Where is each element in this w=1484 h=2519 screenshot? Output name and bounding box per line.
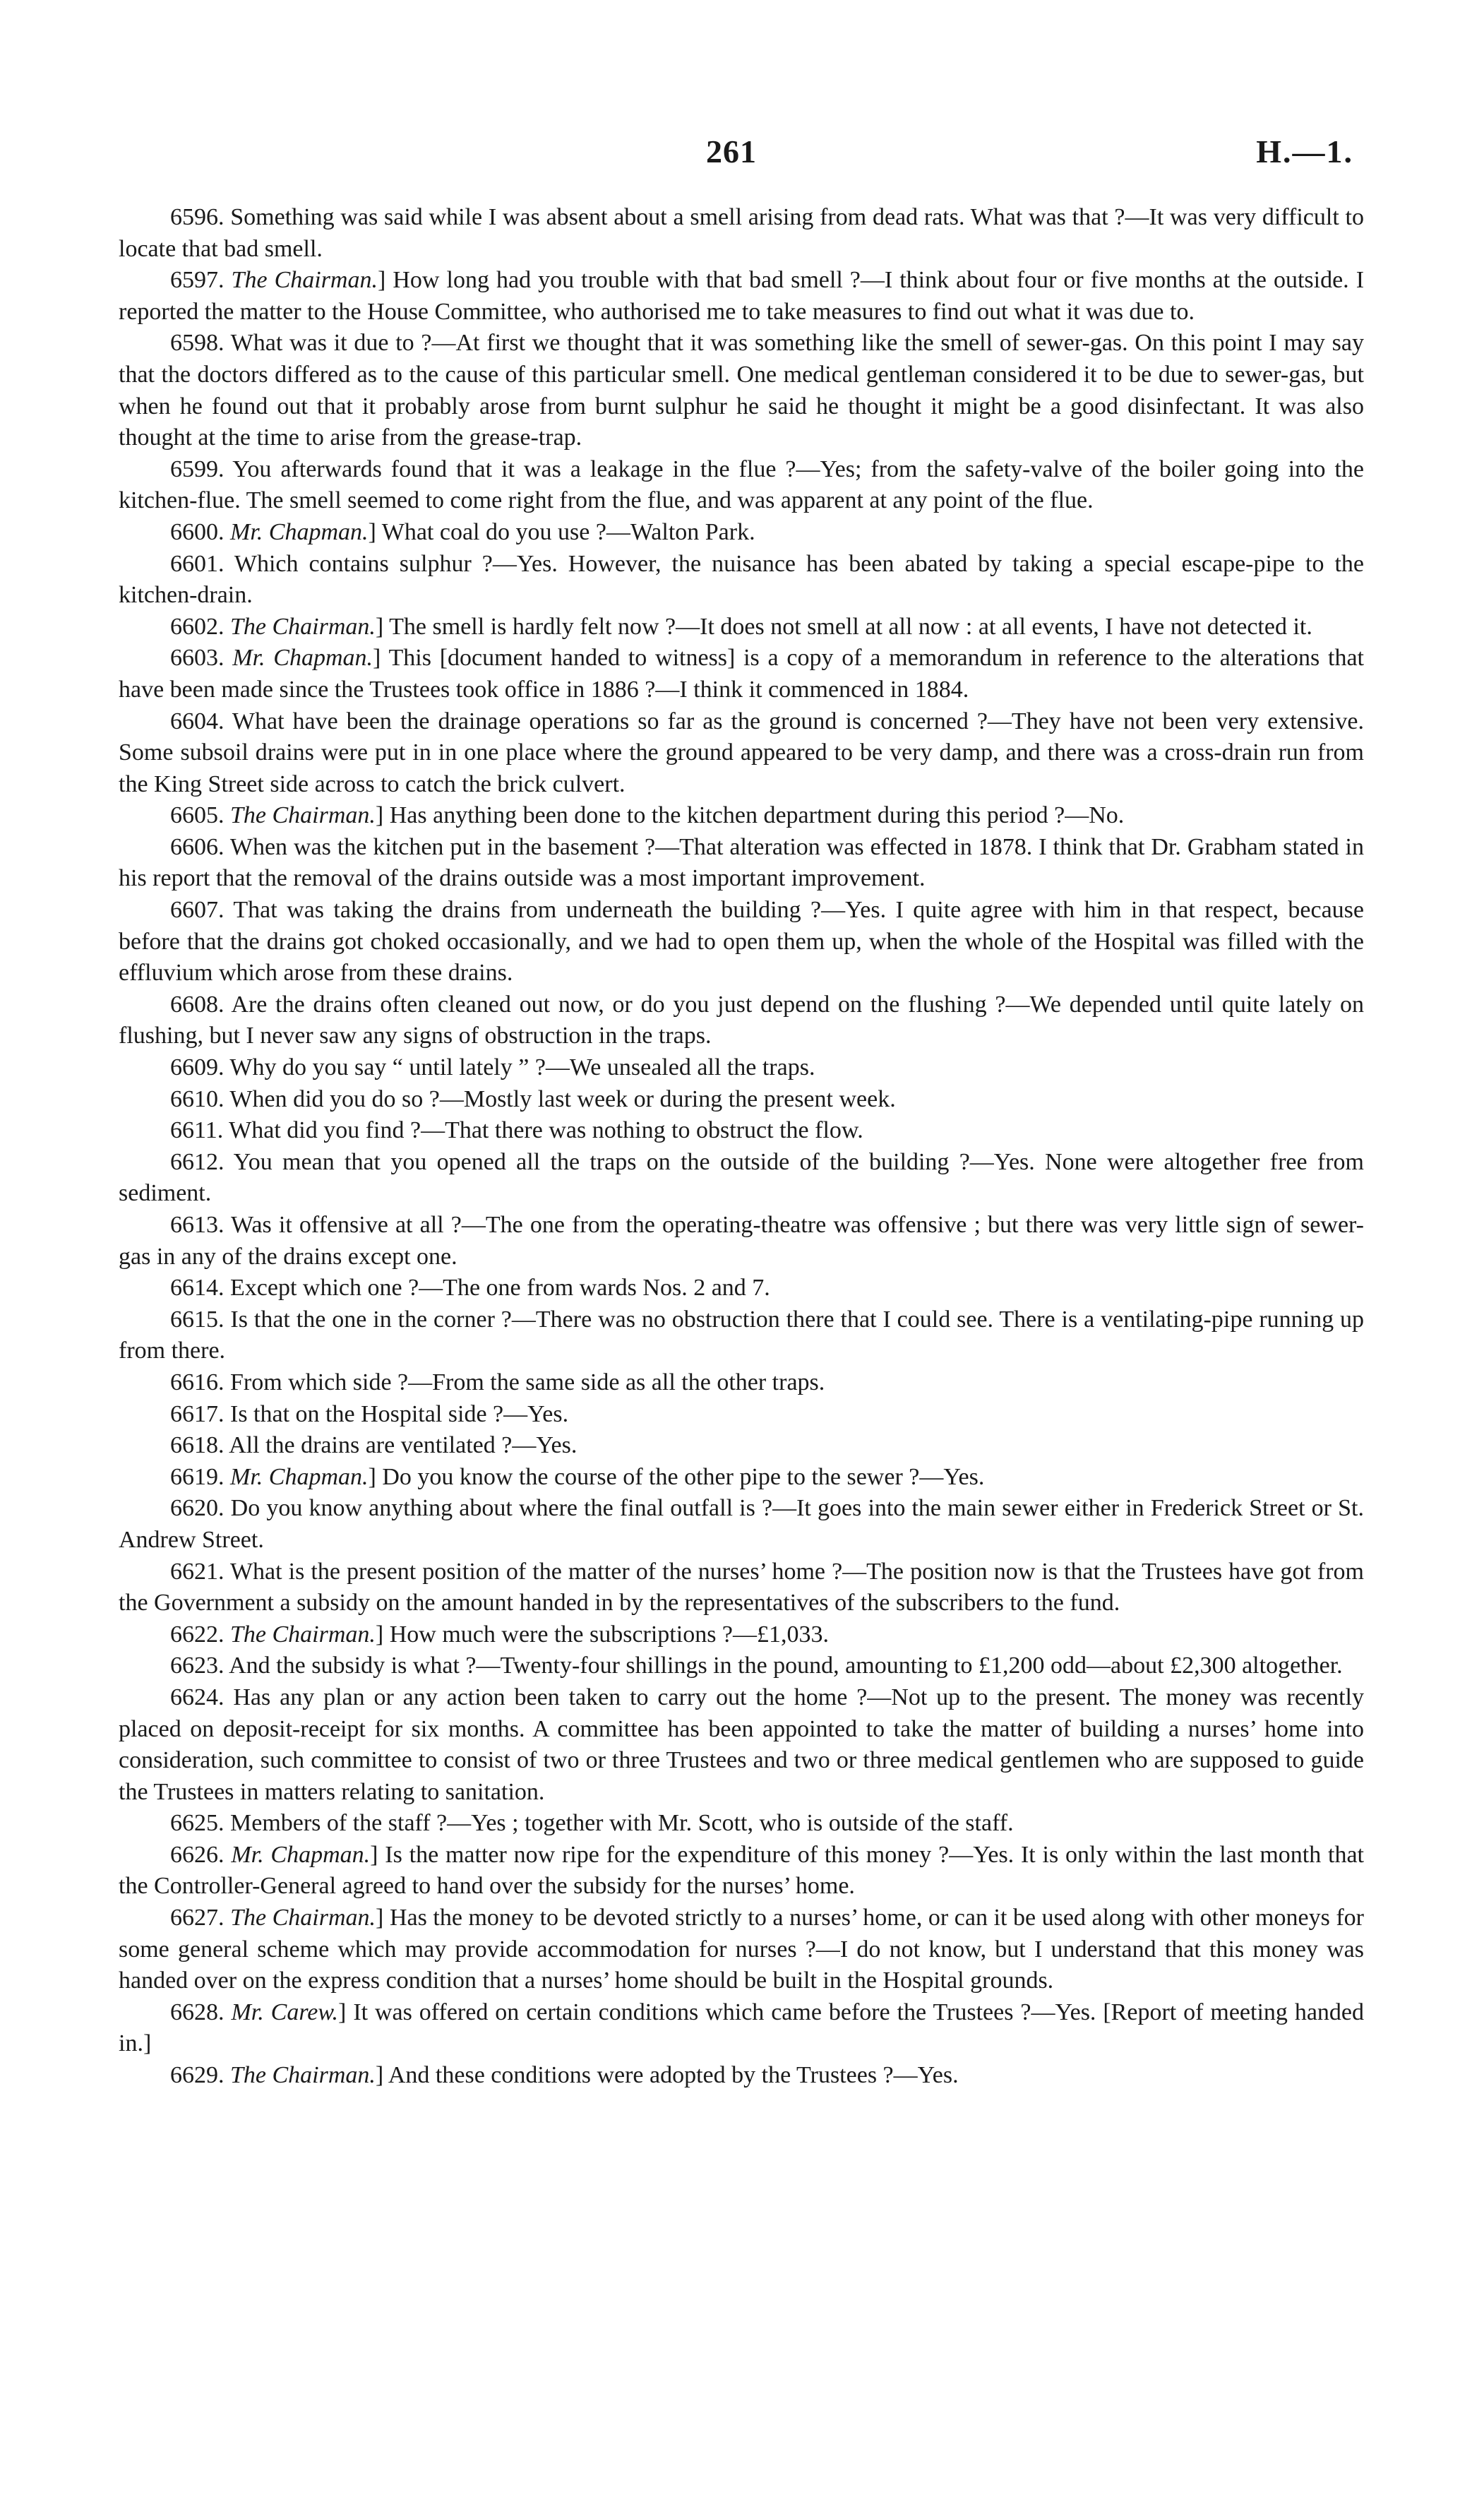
paragraph-6597 xyxy=(119,265,1364,328)
question-number: 6610. xyxy=(170,1085,225,1112)
paragraph-text: You mean that you opened all the traps on the outside of the building ?—Yes. None were altogether free from sediment. xyxy=(119,1148,1364,1207)
paragraph-6620 xyxy=(119,1493,1364,1556)
paragraph-text: Is the matter now ripe for the expenditure of this money ?—Yes. It is only within the last month that the Controller-General agreed to hand over the subsidy for the nurses’ home. xyxy=(119,1841,1365,1900)
question-number: 6609. xyxy=(170,1054,225,1081)
paragraph-6628 xyxy=(119,1997,1364,2060)
paragraph-text: What was it due to ?—At first we thought that it was something like the smell of sewer-gas. On this point I may say that the doctors differed as to the cause of this particular smell. One medical gentleman considered it to be due to sewer-gas, but when he found out that it probably arose from burnt sulphur he said he thought it might be a good disinfectant. It was also thought at the time to arise from the grease-trap. xyxy=(119,330,1364,451)
speaker-bracket: ] xyxy=(376,1905,384,1931)
question-number: 6623. xyxy=(170,1652,225,1679)
speaker-bracket: ] xyxy=(368,518,376,545)
paragraph-text: Are the drains often cleaned out now, or do you just depend on the flushing ?—We depended until quite lately on flushing, but I never saw any signs of obstruction in the traps. xyxy=(119,991,1364,1049)
paragraph-6607 xyxy=(119,895,1364,989)
question-number: 6599. xyxy=(170,455,225,482)
speaker-name: The Chairman. xyxy=(230,613,376,640)
paragraph-6606 xyxy=(119,832,1364,895)
paragraph-text: What coal do you use ?—Walton Park. xyxy=(381,518,755,545)
paragraph-6598 xyxy=(119,328,1364,453)
paragraph-text: What have been the drainage operations so far as the ground is concerned ?—They have not been very extensive. Some subsoil drains were put in in one place where the ground appeared to be very damp, and there was a cross-drain run from the King Street side across to catch the brick culvert. xyxy=(119,708,1364,797)
speaker-bracket: ] xyxy=(378,267,386,294)
paragraph-6624 xyxy=(119,1682,1364,1808)
paragraph-text: Is that the one in the corner ?—There was no obstruction there that I could see. There is a ventilating-pipe running up from there. xyxy=(119,1306,1365,1364)
paragraph-text: Except which one ?—The one from wards Nos. 2 and 7. xyxy=(230,1275,770,1302)
paragraph-6613 xyxy=(119,1210,1364,1273)
question-number: 6629. xyxy=(170,2062,225,2089)
speaker-bracket: ] xyxy=(375,2062,384,2089)
paragraph-text: Do you know the course of the other pipe to the sewer ?—Yes. xyxy=(382,1463,985,1490)
speaker-bracket: ] xyxy=(375,613,384,640)
question-number: 6627. xyxy=(170,1905,225,1931)
speaker-bracket: ] xyxy=(375,802,384,829)
paragraph-text: Why do you say “ until lately ” ?—We unsealed all the traps. xyxy=(229,1054,815,1081)
paragraph-text: This [document handed to witness] is a copy of a memorandum in reference to the alterations that have been made since the Trustees took office in 1886 ?—I think it commenced in 1884. xyxy=(119,645,1365,703)
paragraph-6612 xyxy=(119,1147,1364,1210)
series-mark: H.—1. xyxy=(1256,133,1353,169)
speaker-bracket: ] xyxy=(338,1999,347,2025)
paragraph-6617 xyxy=(119,1399,1364,1431)
question-number: 6619. xyxy=(170,1463,225,1490)
question-number: 6622. xyxy=(170,1621,225,1648)
paragraph-text: And these conditions were adopted by the Trustees ?—Yes. xyxy=(388,2062,959,2089)
speaker-name: The Chairman. xyxy=(230,802,376,829)
paragraph-text: Has anything been done to the kitchen department during this period ?—No. xyxy=(389,802,1125,829)
question-number: 6606. xyxy=(170,833,225,860)
paragraph-6601 xyxy=(119,549,1364,612)
paragraph-6600 xyxy=(119,517,1364,549)
paragraph-text: And the subsidy is what ?—Twenty-four shillings in the pound, amounting to £1,200 odd—about £2,300 altogether. xyxy=(229,1652,1343,1679)
paragraph-6625 xyxy=(119,1808,1364,1840)
question-number: 6616. xyxy=(170,1369,225,1395)
paragraph-text: When was the kitchen put in the basement ?—That alteration was effected in 1878. I think that Dr. Grabham stated in his report that the removal of the drains outside was a most important improvement. xyxy=(119,833,1365,892)
question-number: 6607. xyxy=(170,897,225,924)
paragraph-6618 xyxy=(119,1430,1364,1462)
question-number: 6602. xyxy=(170,613,225,640)
speaker-name: Mr. Chapman. xyxy=(230,1463,369,1490)
question-number: 6605. xyxy=(170,802,225,829)
question-number: 6611. xyxy=(170,1117,224,1144)
paragraph-6622 xyxy=(119,1619,1364,1651)
speaker-name: The Chairman. xyxy=(230,1905,376,1931)
paragraph-text: You afterwards found that it was a leakage in the flue ?—Yes; from the safety-valve of the boiler going into the kitchen-flue. The smell seemed to come right from the flue, and was apparent at any point of the flue. xyxy=(119,455,1364,514)
paragraph-6610 xyxy=(119,1084,1364,1116)
paragraph-6623 xyxy=(119,1650,1364,1682)
question-number: 6598. xyxy=(170,330,225,357)
question-number: 6597. xyxy=(170,267,225,294)
question-number: 6615. xyxy=(170,1306,225,1333)
page-header xyxy=(0,133,1484,175)
question-number: 6614. xyxy=(170,1275,225,1302)
paragraph-6616 xyxy=(119,1367,1364,1399)
paragraph-text: The smell is hardly felt now ?—It does not smell at all now : at all events, I have not detected it. xyxy=(389,613,1312,640)
speaker-name: The Chairman. xyxy=(231,267,378,294)
paragraph-text: Members of the staff ?—Yes ; together with Mr. Scott, who is outside of the staff. xyxy=(230,1810,1014,1837)
paragraph-text: Is that on the Hospital side ?—Yes. xyxy=(230,1400,569,1427)
question-number: 6596. xyxy=(170,204,225,230)
speaker-bracket: ] xyxy=(375,1621,384,1648)
paragraph-6604 xyxy=(119,706,1364,801)
paragraph-6596 xyxy=(119,202,1364,265)
speaker-bracket: ] xyxy=(370,1841,378,1868)
speaker-bracket: ] xyxy=(368,1463,376,1490)
paragraph-6615 xyxy=(119,1304,1364,1367)
question-number: 6612. xyxy=(170,1148,225,1175)
question-number: 6613. xyxy=(170,1212,225,1238)
paragraph-6626 xyxy=(119,1840,1364,1902)
question-number: 6604. xyxy=(170,708,225,734)
question-number: 6624. xyxy=(170,1684,225,1710)
paragraph-text: What is the present position of the matter of the nurses’ home ?—The position now is that the Trustees have got from the Government a subsidy on the amount handed in by the representatives of the subscribers to the fund. xyxy=(119,1558,1364,1616)
paragraph-6627 xyxy=(119,1902,1364,1997)
paragraph-6608 xyxy=(119,989,1364,1052)
paragraph-text: From which side ?—From the same side as all the other traps. xyxy=(230,1369,825,1395)
paragraph-text: Has the money to be devoted strictly to a nurses’ home, or can it be used along with other moneys for some general scheme which may provide accommodation for nurses ?—I do not know, but I understand that this money was handed over on the express condition that a nurses’ home should be built in the Hospital grounds. xyxy=(119,1905,1365,1994)
question-number: 6617. xyxy=(170,1400,225,1427)
speaker-name: Mr. Chapman. xyxy=(232,645,373,672)
paragraph-6605 xyxy=(119,800,1364,832)
question-number: 6618. xyxy=(170,1432,225,1459)
paragraph-text: All the drains are ventilated ?—Yes. xyxy=(229,1432,578,1459)
speaker-name: Mr. Chapman. xyxy=(230,518,369,545)
question-number: 6620. xyxy=(170,1495,225,1522)
paragraph-6609 xyxy=(119,1052,1364,1084)
question-number: 6625. xyxy=(170,1810,225,1837)
speaker-name: Mr. Carew. xyxy=(231,1999,339,2025)
question-number: 6621. xyxy=(170,1558,225,1585)
paragraph-text: How long had you trouble with that bad smell ?—I think about four or five months at the outside. I reported the matter to the House Committee, who authorised me to take measures to find out what it was due to. xyxy=(119,267,1365,325)
question-number: 6608. xyxy=(170,991,225,1018)
paragraph-text: That was taking the drains from underneath the building ?—Yes. I quite agree with him in that respect, because before that the drains got choked occasionally, and we had to open them up, when the whole of the Hospital was filled with the effluvium which arose from these drains. xyxy=(119,897,1364,987)
paragraph-text: It was offered on certain conditions which came before the Trustees ?—Yes. [Report of meeting handed in.] xyxy=(119,1999,1365,2057)
paragraph-text: What did you find ?—That there was nothing to obstruct the flow. xyxy=(229,1117,863,1144)
question-number: 6601. xyxy=(170,550,225,577)
question-number: 6626. xyxy=(170,1841,225,1868)
paragraph-6614 xyxy=(119,1273,1364,1304)
paragraph-6629 xyxy=(119,2060,1364,2092)
paragraph-text: Something was said while I was absent about a smell arising from dead rats. What was that ?—It was very difficult to locate that bad smell. xyxy=(119,204,1364,262)
page-number: 261 xyxy=(706,133,757,169)
question-number: 6600. xyxy=(170,518,225,545)
paragraph-text: When did you do so ?—Mostly last week or during the present week. xyxy=(229,1085,896,1112)
paragraph-6611 xyxy=(119,1115,1364,1147)
evidence-text xyxy=(119,202,1364,2092)
speaker-name: The Chairman. xyxy=(230,1621,376,1648)
paragraph-6621 xyxy=(119,1556,1364,1619)
paragraph-text: Was it offensive at all ?—The one from the operating-theatre was offensive ; but there was very little sign of sewer-gas in any of the drains except one. xyxy=(119,1212,1364,1270)
paragraph-text: How much were the subscriptions ?—£1,033. xyxy=(389,1621,830,1648)
question-number: 6603. xyxy=(170,645,225,672)
speaker-name: The Chairman. xyxy=(230,2062,376,2089)
paragraph-text: Do you know anything about where the final outfall is ?—It goes into the main sewer either in Frederick Street or St. Andrew Street. xyxy=(119,1495,1364,1553)
paragraph-6619 xyxy=(119,1462,1364,1494)
paragraph-6599 xyxy=(119,454,1364,517)
speaker-bracket: ] xyxy=(373,645,381,672)
paragraph-text: Has any plan or any action been taken to carry out the home ?—Not up to the present. The money was recently placed on deposit-receipt for six months. A committee has been appointed to take the matter of building a nurses’ home into consideration, such committee to consist of two or three Trustees and two or three medical gentlemen who are supposed to guide the Trustees in matters relating to sanitation. xyxy=(119,1684,1365,1805)
question-number: 6628. xyxy=(170,1999,225,2025)
paragraph-6602 xyxy=(119,612,1364,643)
speaker-name: Mr. Chapman. xyxy=(231,1841,371,1868)
paragraph-text: Which contains sulphur ?—Yes. However, the nuisance has been abated by taking a special escape-pipe to the kitchen-drain. xyxy=(119,550,1364,609)
paragraph-6603 xyxy=(119,643,1364,705)
